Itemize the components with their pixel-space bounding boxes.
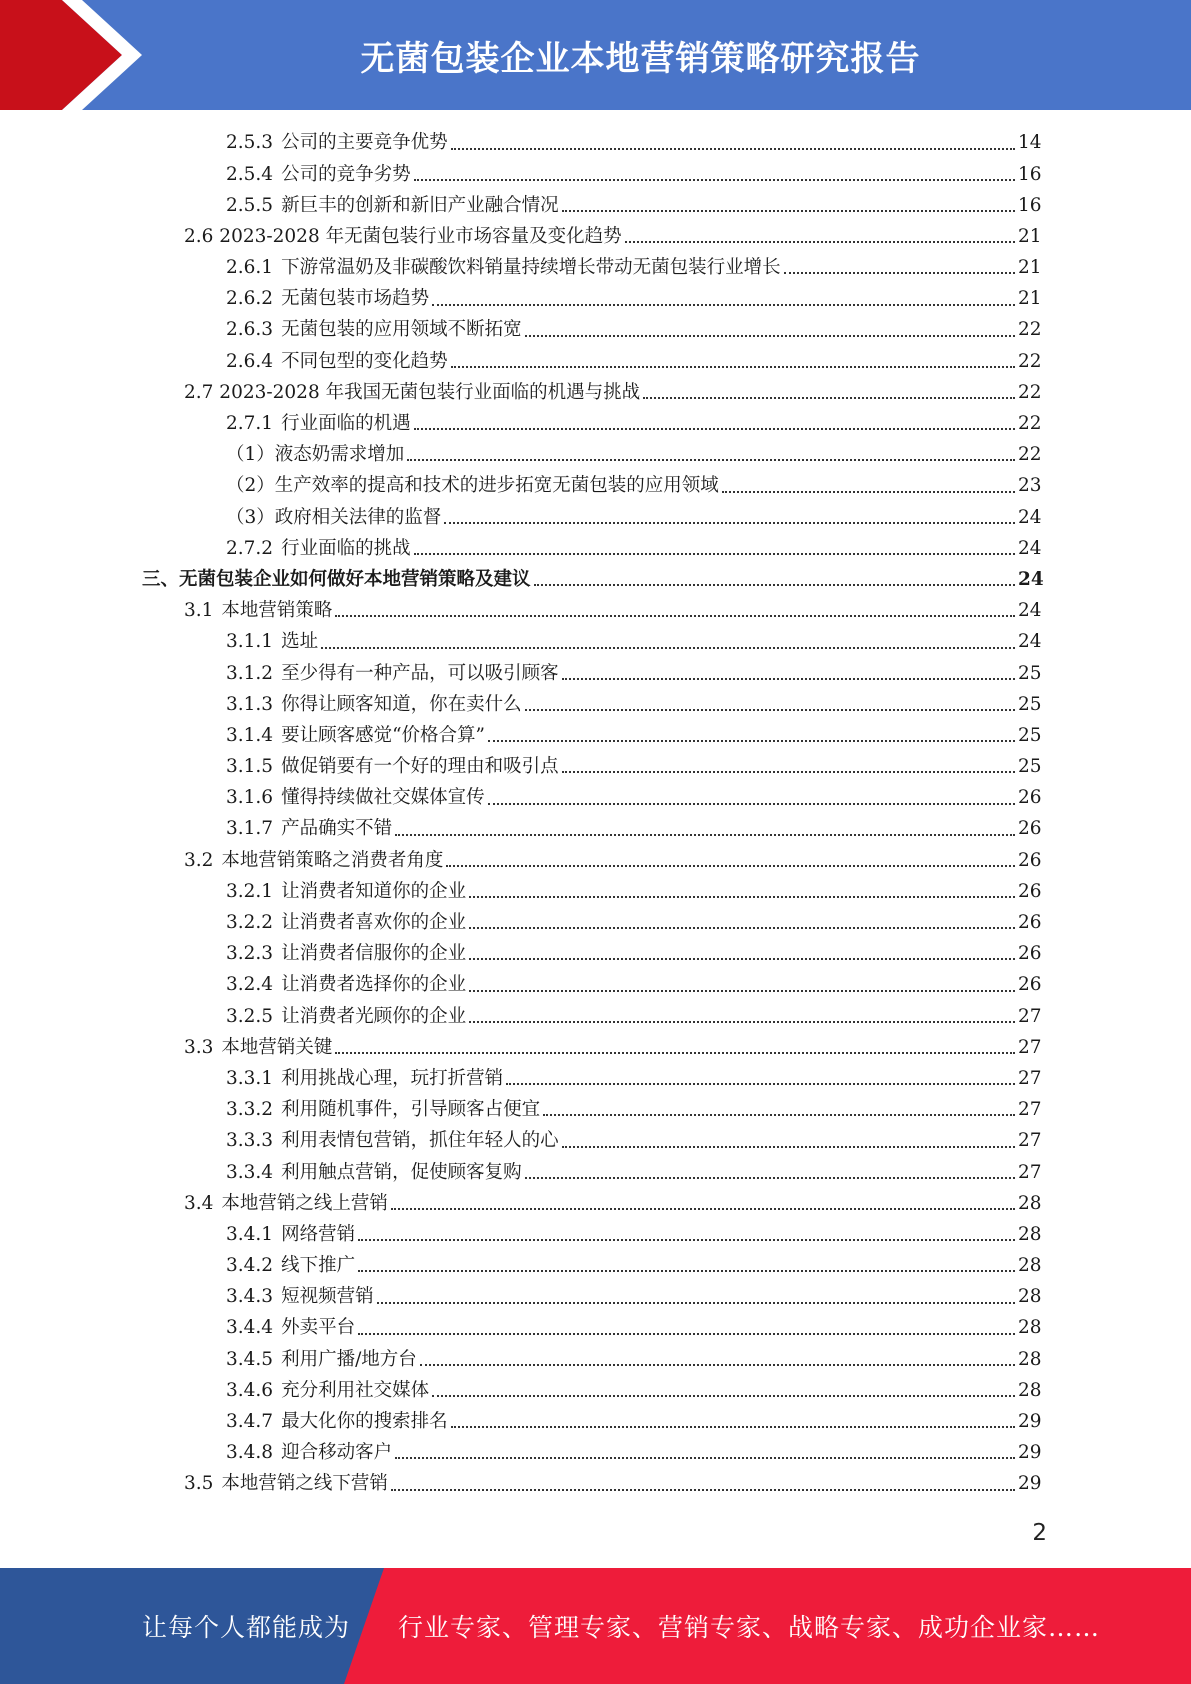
toc-dot-leader [335, 1052, 1015, 1054]
toc-dot-leader [407, 459, 1015, 461]
toc-dot-leader [451, 1426, 1015, 1428]
toc-entry[interactable] [0, 565, 1191, 596]
toc-entry-number: 3.4.2 [226, 1255, 274, 1277]
page-header [0, 0, 1191, 110]
toc-dot-leader [358, 1270, 1015, 1272]
toc-dot-leader [722, 491, 1015, 493]
toc-entry-title: 本地营销关键 [221, 1036, 333, 1058]
toc-entry-number: 3.4.6 [226, 1379, 274, 1401]
toc-entry-number: 2.5.4 [226, 163, 274, 185]
toc-entry-number: 3.1.5 [226, 756, 274, 778]
toc-entry[interactable] [0, 877, 1191, 908]
toc-entry-number: 3.3 [184, 1036, 214, 1058]
toc-entry-page-number: 26 [1018, 974, 1042, 996]
toc-dot-leader [543, 1114, 1015, 1116]
toc-entry[interactable] [0, 596, 1191, 627]
toc-dot-leader [395, 834, 1015, 836]
toc-entry-number: 3.1.1 [226, 631, 274, 653]
toc-entry-title: 让消费者知道你的企业 [281, 880, 467, 902]
toc-entry-number: 2.6.3 [226, 319, 274, 341]
toc-entry[interactable] [0, 1188, 1191, 1219]
toc-entry[interactable] [0, 159, 1191, 190]
toc-entry-number: 3.4.4 [226, 1317, 274, 1339]
toc-dot-leader [432, 1395, 1015, 1397]
toc-entry-number: 3.3.2 [226, 1099, 274, 1121]
toc-entry-page-number: 22 [1018, 444, 1042, 466]
toc-entry-page-number: 25 [1018, 724, 1042, 746]
toc-dot-leader [414, 428, 1015, 430]
toc-entry-page-number: 28 [1018, 1379, 1042, 1401]
toc-entry-number: 3.1.4 [226, 724, 274, 746]
toc-dot-leader [562, 1146, 1015, 1148]
toc-dot-leader [451, 148, 1015, 150]
toc-entry-title: 让消费者光顾你的企业 [281, 1005, 467, 1027]
toc-entry-title: 新巨丰的创新和新旧产业融合情况 [281, 194, 559, 216]
toc-dot-leader [469, 958, 1015, 960]
toc-entry-title: 线下推广 [281, 1255, 356, 1277]
toc-dot-leader [395, 1457, 1015, 1459]
toc-entry-page-number: 16 [1018, 194, 1042, 216]
toc-entry-title: 2.6 2023-2028 年无菌包装行业市场容量及变化趋势 [184, 225, 622, 247]
toc-dot-leader [432, 304, 1015, 306]
toc-entry-page-number: 14 [1018, 132, 1042, 154]
toc-entry-page-number: 28 [1018, 1286, 1042, 1308]
toc-dot-leader [444, 522, 1015, 524]
toc-entry-title: 短视频营销 [281, 1286, 374, 1308]
toc-entry-title: 无菌包装的应用领域不断拓宽 [281, 319, 522, 341]
footer-slogan-right: 行业专家、管理专家、营销专家、战略专家、成功企业家…… [398, 1613, 1101, 1642]
toc-entry[interactable] [0, 315, 1191, 346]
toc-dot-leader [321, 647, 1015, 649]
toc-dot-leader [525, 709, 1015, 711]
toc-entry-page-number: 26 [1018, 880, 1042, 902]
toc-entry-title: 利用表情包营销，抓住年轻人的心 [281, 1130, 559, 1152]
toc-entry-title: 不同包型的变化趋势 [281, 350, 448, 372]
toc-entry[interactable] [0, 752, 1191, 783]
toc-entry[interactable] [0, 471, 1191, 502]
toc-entry[interactable] [0, 1126, 1191, 1157]
toc-entry[interactable] [0, 1157, 1191, 1188]
toc-entry-title: 行业面临的挑战 [281, 537, 411, 559]
toc-entry[interactable] [0, 1001, 1191, 1032]
toc-entry[interactable] [0, 1407, 1191, 1438]
toc-entry-page-number: 29 [1018, 1442, 1042, 1464]
toc-entry[interactable] [0, 689, 1191, 720]
toc-entry-title: 做促销要有一个好的理由和吸引点 [281, 756, 559, 778]
toc-entry-title: 让消费者选择你的企业 [281, 974, 467, 996]
toc-entry-page-number: 24 [1018, 631, 1042, 653]
toc-dot-leader [562, 210, 1015, 212]
toc-entry-number: 3.2.1 [226, 880, 274, 902]
toc-entry-page-number: 25 [1018, 693, 1042, 715]
toc-entry-number: 3.2.2 [226, 912, 274, 934]
toc-entry-title: 利用挑战心理，玩打折营销 [281, 1067, 504, 1089]
toc-entry[interactable] [0, 1251, 1191, 1282]
toc-entry[interactable] [0, 284, 1191, 315]
toc-entry[interactable] [0, 253, 1191, 284]
toc-entry-number: 3.2 [184, 849, 214, 871]
toc-entry-title: 让消费者信服你的企业 [281, 943, 467, 965]
toc-entry[interactable] [0, 1032, 1191, 1063]
toc-entry-title: （2）生产效率的提高和技术的进步拓宽无菌包装的应用领域 [226, 475, 719, 497]
page-number: 2 [1032, 1520, 1047, 1546]
toc-entry-title: 本地营销之线下营销 [221, 1473, 388, 1495]
toc-entry-title: （1）液态奶需求增加 [226, 444, 405, 466]
toc-entry-page-number: 25 [1018, 662, 1042, 684]
toc-entry[interactable] [0, 1064, 1191, 1095]
toc-entry-page-number: 24 [1018, 600, 1042, 622]
toc-entry-title: 2.7 2023-2028 年我国无菌包装行业面临的机遇与挑战 [184, 381, 641, 403]
toc-entry-page-number: 24 [1018, 506, 1042, 528]
toc-entry[interactable] [0, 658, 1191, 689]
toc-entry-page-number: 24 [1018, 537, 1042, 559]
toc-entry-page-number: 16 [1018, 163, 1042, 185]
toc-entry-page-number: 28 [1018, 1255, 1042, 1277]
table-of-contents [0, 128, 1191, 1500]
toc-entry-title: （3）政府相关法律的监督 [226, 506, 442, 528]
toc-entry-page-number: 22 [1018, 350, 1042, 372]
toc-entry-number: 3.2.4 [226, 974, 274, 996]
toc-entry[interactable] [0, 440, 1191, 471]
toc-dot-leader [451, 366, 1015, 368]
toc-entry[interactable] [0, 845, 1191, 876]
footer-slogan-left: 让每个人都能成为 [142, 1613, 351, 1642]
toc-entry-number: 3.1.7 [226, 818, 274, 840]
toc-entry-number: 3.1.2 [226, 662, 274, 684]
toc-entry-title: 利用广播/地方台 [281, 1348, 417, 1370]
toc-entry-page-number: 26 [1018, 787, 1042, 809]
toc-entry-number: 3.3.1 [226, 1067, 274, 1089]
toc-dot-leader [469, 990, 1015, 992]
toc-entry-number: 3.4 [184, 1192, 214, 1214]
toc-entry-page-number: 28 [1018, 1223, 1042, 1245]
toc-entry-title: 公司的主要竞争优势 [281, 132, 448, 154]
toc-entry[interactable] [0, 970, 1191, 1001]
toc-entry[interactable] [0, 814, 1191, 845]
toc-entry-number: 2.6.2 [226, 288, 274, 310]
toc-entry-page-number: 27 [1018, 1161, 1042, 1183]
toc-entry-title: 无菌包装市场趋势 [281, 288, 430, 310]
header-red-arrow-decoration [0, 0, 150, 110]
report-title: 无菌包装企业本地营销策略研究报告 [360, 38, 921, 79]
toc-entry[interactable] [0, 1282, 1191, 1313]
page-footer [0, 1568, 1191, 1684]
toc-entry-title: 下游常温奶及非碳酸饮料销量持续增长带动无菌包装行业增长 [281, 257, 781, 279]
toc-entry[interactable] [0, 1095, 1191, 1126]
toc-dot-leader [377, 1302, 1015, 1304]
toc-dot-leader [358, 1239, 1015, 1241]
toc-entry-page-number: 28 [1018, 1192, 1042, 1214]
toc-entry-page-number: 27 [1018, 1099, 1042, 1121]
toc-dot-leader [488, 803, 1015, 805]
toc-entry-title: 利用触点营销，促使顾客复购 [281, 1161, 522, 1183]
toc-entry-title: 最大化你的搜索排名 [281, 1411, 448, 1433]
toc-entry-page-number: 21 [1018, 225, 1042, 247]
toc-entry[interactable] [0, 721, 1191, 752]
toc-entry-page-number: 27 [1018, 1130, 1042, 1152]
toc-entry-number: 3.4.3 [226, 1286, 274, 1308]
toc-dot-leader [562, 678, 1015, 680]
toc-entry[interactable] [0, 1376, 1191, 1407]
toc-entry-title: 行业面临的机遇 [281, 413, 411, 435]
toc-entry-number: 2.7.1 [226, 413, 274, 435]
toc-dot-leader [469, 1021, 1015, 1023]
toc-dot-leader [562, 771, 1015, 773]
toc-entry-number: 2.6.4 [226, 350, 274, 372]
toc-entry-title: 公司的竞争劣势 [281, 163, 411, 185]
toc-entry-page-number: 27 [1018, 1067, 1042, 1089]
toc-entry[interactable] [0, 409, 1191, 440]
toc-entry-page-number: 22 [1018, 319, 1042, 341]
toc-entry-title: 利用随机事件，引导顾客占便宜 [281, 1099, 541, 1121]
toc-entry-title: 产品确实不错 [281, 818, 393, 840]
toc-entry-number: 3.4.8 [226, 1442, 274, 1464]
toc-entry-number: 2.5.3 [226, 132, 274, 154]
toc-entry[interactable] [0, 1220, 1191, 1251]
toc-entry-number: 2.5.5 [226, 194, 274, 216]
toc-dot-leader [506, 1083, 1015, 1085]
toc-dot-leader [420, 1364, 1015, 1366]
toc-entry-page-number: 27 [1018, 1005, 1042, 1027]
toc-dot-leader [358, 1333, 1015, 1335]
toc-entry[interactable] [0, 222, 1191, 253]
toc-entry[interactable] [0, 939, 1191, 970]
toc-entry-page-number: 26 [1018, 849, 1042, 871]
toc-entry-page-number: 29 [1018, 1411, 1042, 1433]
toc-dot-leader [625, 241, 1015, 243]
toc-dot-leader [525, 335, 1015, 337]
toc-entry-title: 本地营销策略 [221, 600, 333, 622]
toc-dot-leader [414, 553, 1015, 555]
toc-entry-number: 3.4.5 [226, 1348, 274, 1370]
toc-dot-leader [488, 740, 1015, 742]
toc-entry-title: 网络营销 [281, 1223, 356, 1245]
toc-entry[interactable] [0, 378, 1191, 409]
toc-entry-page-number: 24 [1018, 568, 1044, 590]
toc-entry-page-number: 28 [1018, 1348, 1042, 1370]
toc-entry[interactable] [0, 1344, 1191, 1375]
toc-dot-leader [469, 927, 1015, 929]
toc-entry-title: 迎合移动客户 [281, 1442, 393, 1464]
toc-entry-number: 3.4.7 [226, 1411, 274, 1433]
toc-dot-leader [534, 584, 1015, 586]
toc-dot-leader [784, 272, 1015, 274]
toc-entry-title: 懂得持续做社交媒体宣传 [281, 787, 485, 809]
toc-entry[interactable] [0, 908, 1191, 939]
toc-entry-number: 3.5 [184, 1473, 214, 1495]
toc-entry[interactable] [0, 502, 1191, 533]
toc-dot-leader [643, 397, 1015, 399]
toc-entry[interactable] [0, 190, 1191, 221]
toc-entry-page-number: 21 [1018, 257, 1042, 279]
toc-entry-page-number: 27 [1018, 1036, 1042, 1058]
toc-entry-title: 外卖平台 [281, 1317, 356, 1339]
toc-dot-leader [391, 1208, 1015, 1210]
toc-entry[interactable] [0, 1438, 1191, 1469]
toc-entry-page-number: 23 [1018, 475, 1042, 497]
toc-dot-leader [414, 179, 1015, 181]
toc-entry-number: 3.3.4 [226, 1161, 274, 1183]
toc-entry-title: 要让顾客感觉“价格合算” [281, 724, 485, 746]
toc-entry[interactable] [0, 533, 1191, 564]
toc-entry-number: 3.2.3 [226, 943, 274, 965]
toc-dot-leader [525, 1177, 1015, 1179]
toc-entry-title: 本地营销之线上营销 [221, 1192, 388, 1214]
toc-dot-leader [335, 615, 1015, 617]
toc-entry[interactable] [0, 783, 1191, 814]
toc-entry[interactable] [0, 1469, 1191, 1500]
toc-entry-number: 3.4.1 [226, 1223, 274, 1245]
toc-entry-page-number: 22 [1018, 413, 1042, 435]
toc-entry-title: 本地营销策略之消费者角度 [221, 849, 444, 871]
toc-entry[interactable] [0, 627, 1191, 658]
toc-entry-page-number: 28 [1018, 1317, 1042, 1339]
toc-entry[interactable] [0, 346, 1191, 377]
toc-entry-number: 3.2.5 [226, 1005, 274, 1027]
toc-entry-title: 让消费者喜欢你的企业 [281, 912, 467, 934]
toc-dot-leader [391, 1489, 1015, 1491]
toc-dot-leader [469, 896, 1015, 898]
toc-entry-number: 3.1.6 [226, 787, 274, 809]
toc-entry-page-number: 22 [1018, 381, 1042, 403]
toc-entry-page-number: 29 [1018, 1473, 1042, 1495]
toc-entry-number: 3.1 [184, 600, 214, 622]
toc-entry[interactable] [0, 128, 1191, 159]
toc-dot-leader [446, 865, 1015, 867]
toc-entry-title: 三、无菌包装企业如何做好本地营销策略及建议 [142, 568, 531, 590]
toc-entry-number: 2.7.2 [226, 537, 274, 559]
toc-entry-number: 3.1.3 [226, 693, 274, 715]
toc-entry-page-number: 26 [1018, 943, 1042, 965]
toc-entry-title: 至少得有一种产品，可以吸引顾客 [281, 662, 559, 684]
toc-entry-title: 你得让顾客知道，你在卖什么 [281, 693, 522, 715]
toc-entry-number: 3.3.3 [226, 1130, 274, 1152]
toc-entry-title: 选址 [281, 631, 319, 653]
toc-entry-number: 2.6.1 [226, 257, 274, 279]
toc-entry[interactable] [0, 1313, 1191, 1344]
toc-entry-page-number: 26 [1018, 818, 1042, 840]
toc-entry-page-number: 21 [1018, 288, 1042, 310]
toc-entry-page-number: 26 [1018, 912, 1042, 934]
toc-entry-title: 充分利用社交媒体 [281, 1379, 430, 1401]
toc-entry-page-number: 25 [1018, 756, 1042, 778]
